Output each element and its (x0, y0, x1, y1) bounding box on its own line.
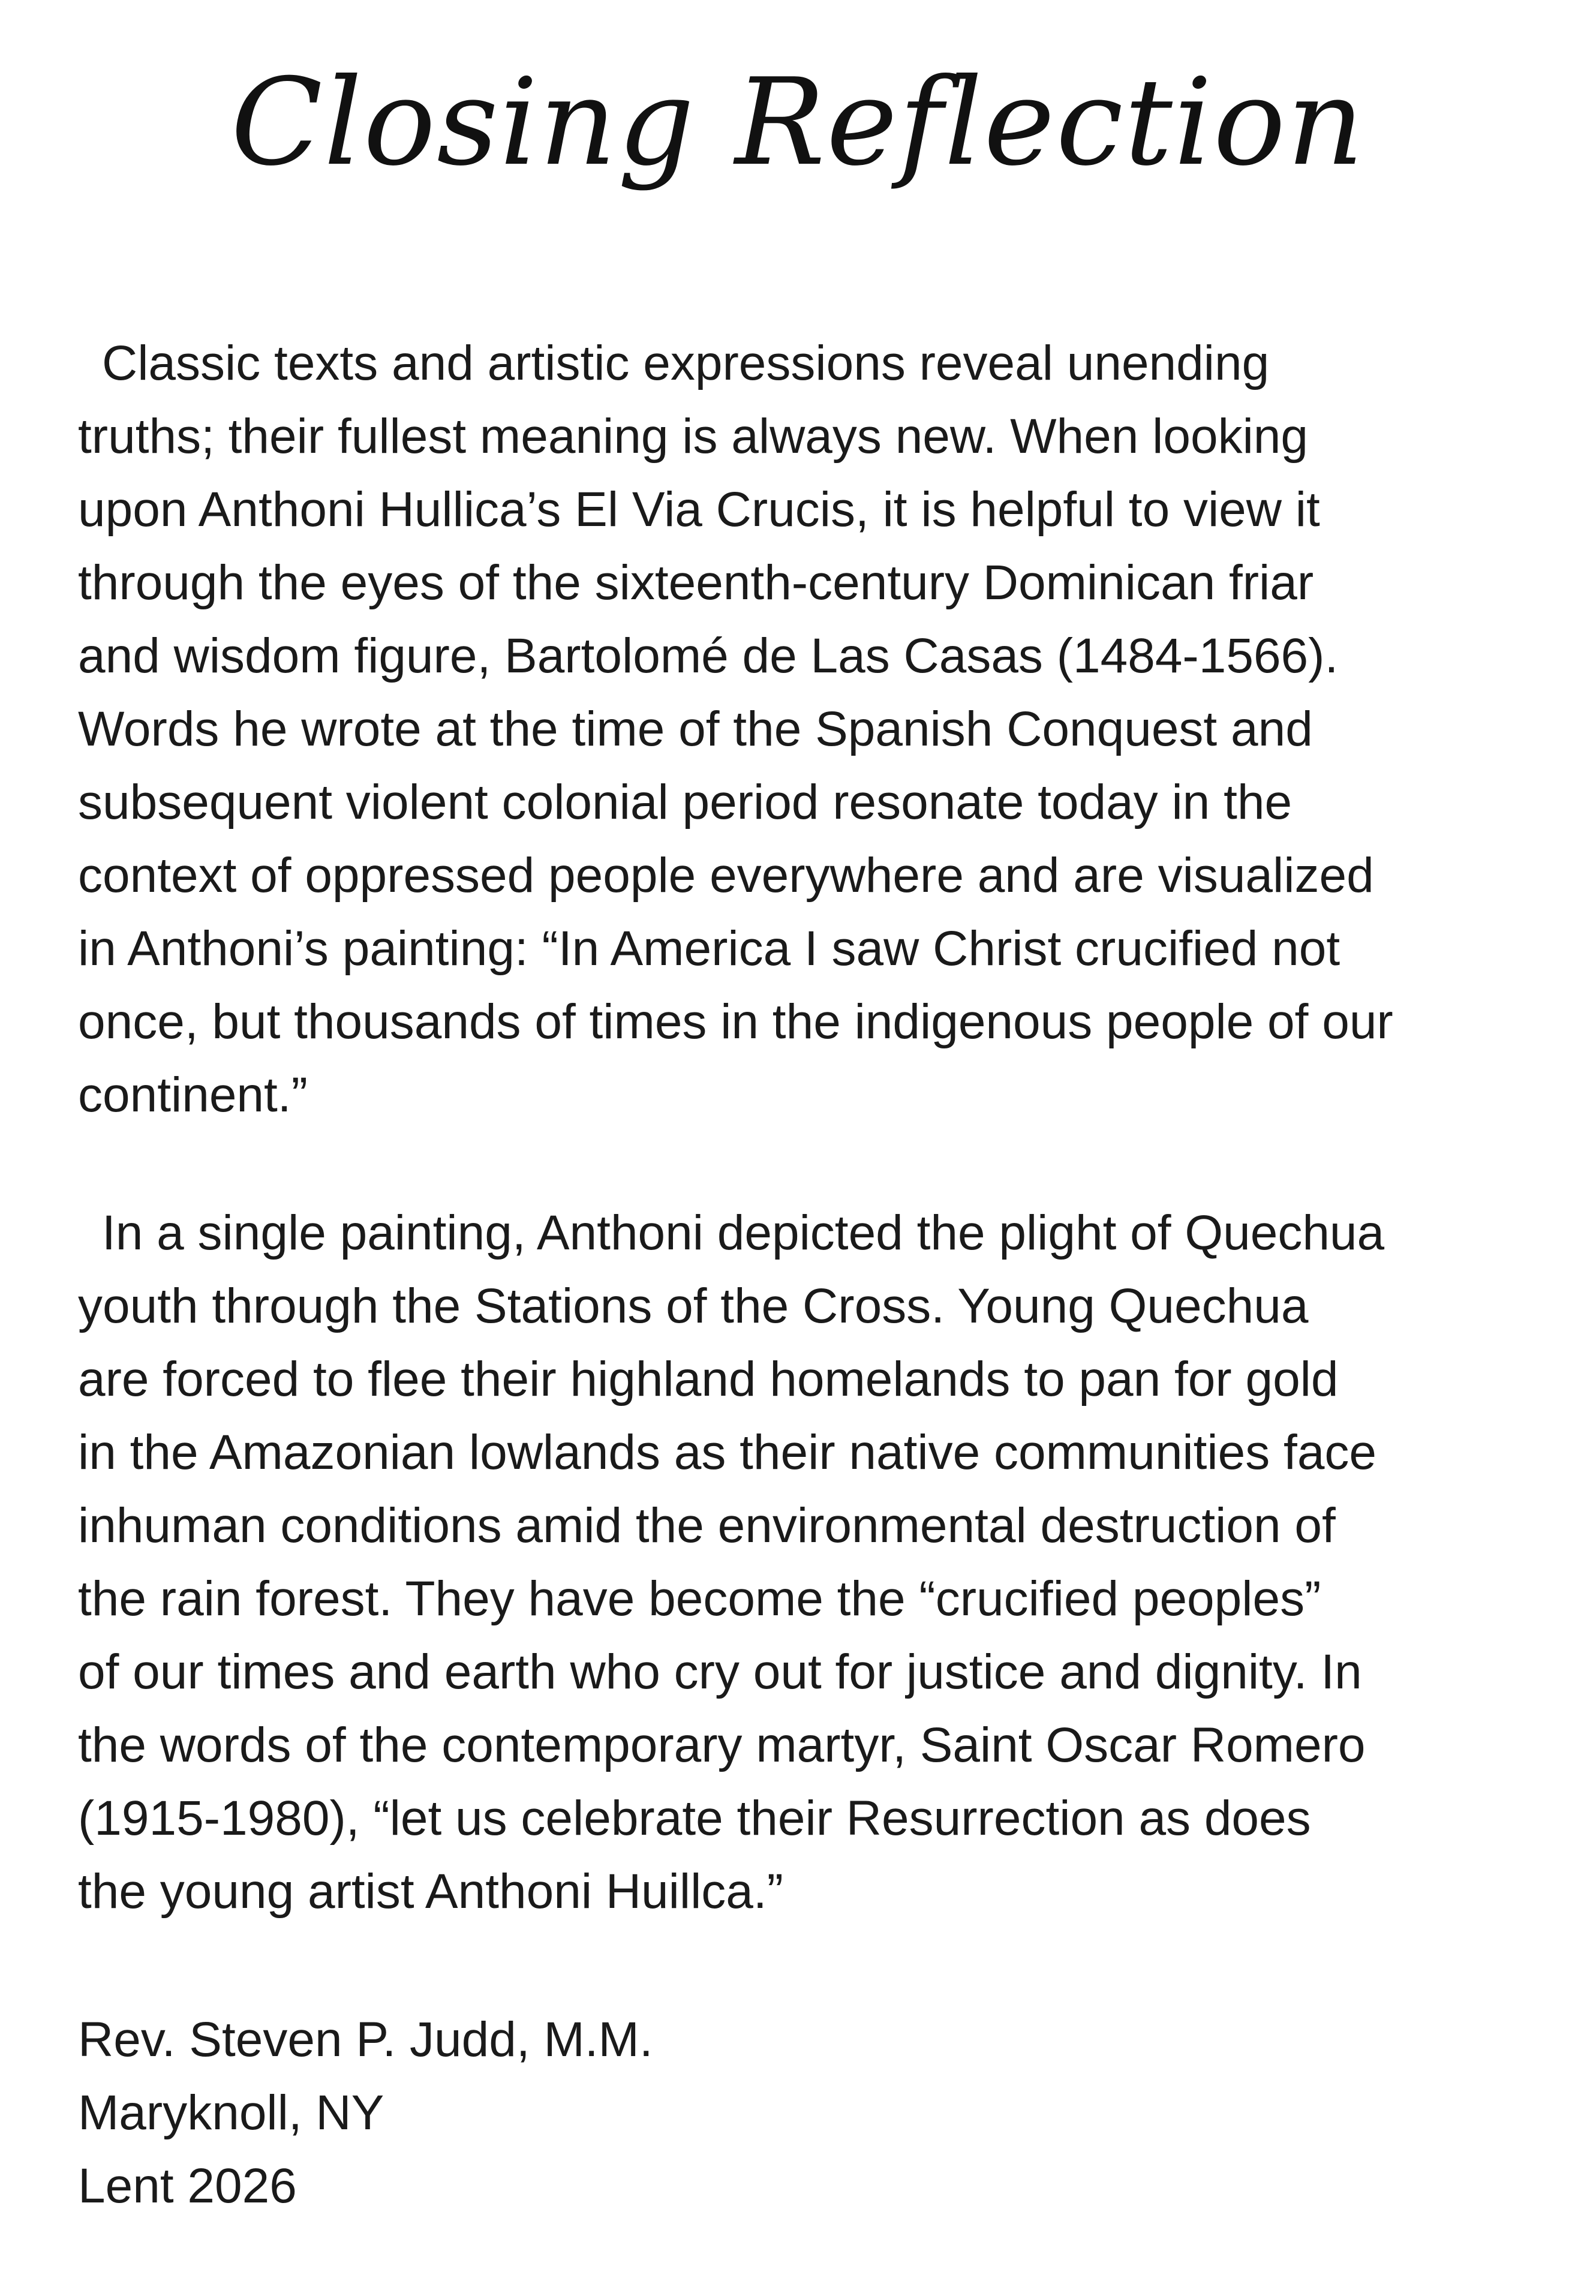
text-line: Words he wrote at the time of the Spanish Conquest and (78, 702, 1313, 756)
text-line: are forced to flee their highland homelands to pan for gold (78, 1352, 1339, 1407)
paragraph-text (78, 327, 1547, 1132)
signature-block (78, 2003, 1038, 2223)
text-line: truths; their fullest meaning is always new. When looking (78, 409, 1309, 464)
text-line: subsequent violent colonial period resonate today in the (78, 775, 1293, 830)
text-line: in the Amazonian lowlands as their native communities face (78, 1425, 1377, 1480)
signature-date: Lent 2026 (78, 2159, 297, 2213)
text-line: once, but thousands of times in the indigenous people of our (78, 994, 1393, 1049)
page-title: Closing Reflection (230, 53, 1366, 193)
text-line: Classic texts and artistic expressions reveal unending (102, 336, 1270, 390)
signature-location: Maryknoll, NY (78, 2085, 384, 2140)
text-line: through the eyes of the sixteenth-century Dominican friar (78, 555, 1314, 610)
text-line: upon Anthoni Hullica’s El Via Crucis, it is helpful to view it (78, 482, 1320, 537)
text-line: context of oppressed people everywhere and are visualized (78, 848, 1374, 903)
paragraph-2 (78, 1197, 1547, 1928)
text-line: (1915-1980), “let us celebrate their Resurrection as does (78, 1791, 1311, 1846)
text-line: and wisdom figure, Bartolomé de Las Casas (1484-1566). (78, 629, 1339, 683)
text-line: In a single painting, Anthoni depicted the plight of Quechua (102, 1206, 1385, 1260)
text-line: the words of the contemporary martyr, Saint Oscar Romero (78, 1718, 1366, 1772)
text-line: inhuman conditions amid the environmental destruction of (78, 1498, 1336, 1553)
signature-name: Rev. Steven P. Judd, M.M. (78, 2012, 653, 2067)
text-line: the young artist Anthoni Huillca.” (78, 1864, 783, 1919)
text-line: of our times and earth who cry out for justice and dignity. In (78, 1645, 1362, 1699)
text-line: in Anthoni’s painting: “In America I saw Christ crucified not (78, 921, 1340, 976)
paragraph-1 (78, 327, 1547, 1132)
text-line: youth through the Stations of the Cross. Young Quechua (78, 1279, 1309, 1333)
paragraph-text (78, 1197, 1547, 1928)
text-line: continent.” (78, 1068, 308, 1122)
text-line: the rain forest. They have become the “crucified peoples” (78, 1571, 1321, 1626)
